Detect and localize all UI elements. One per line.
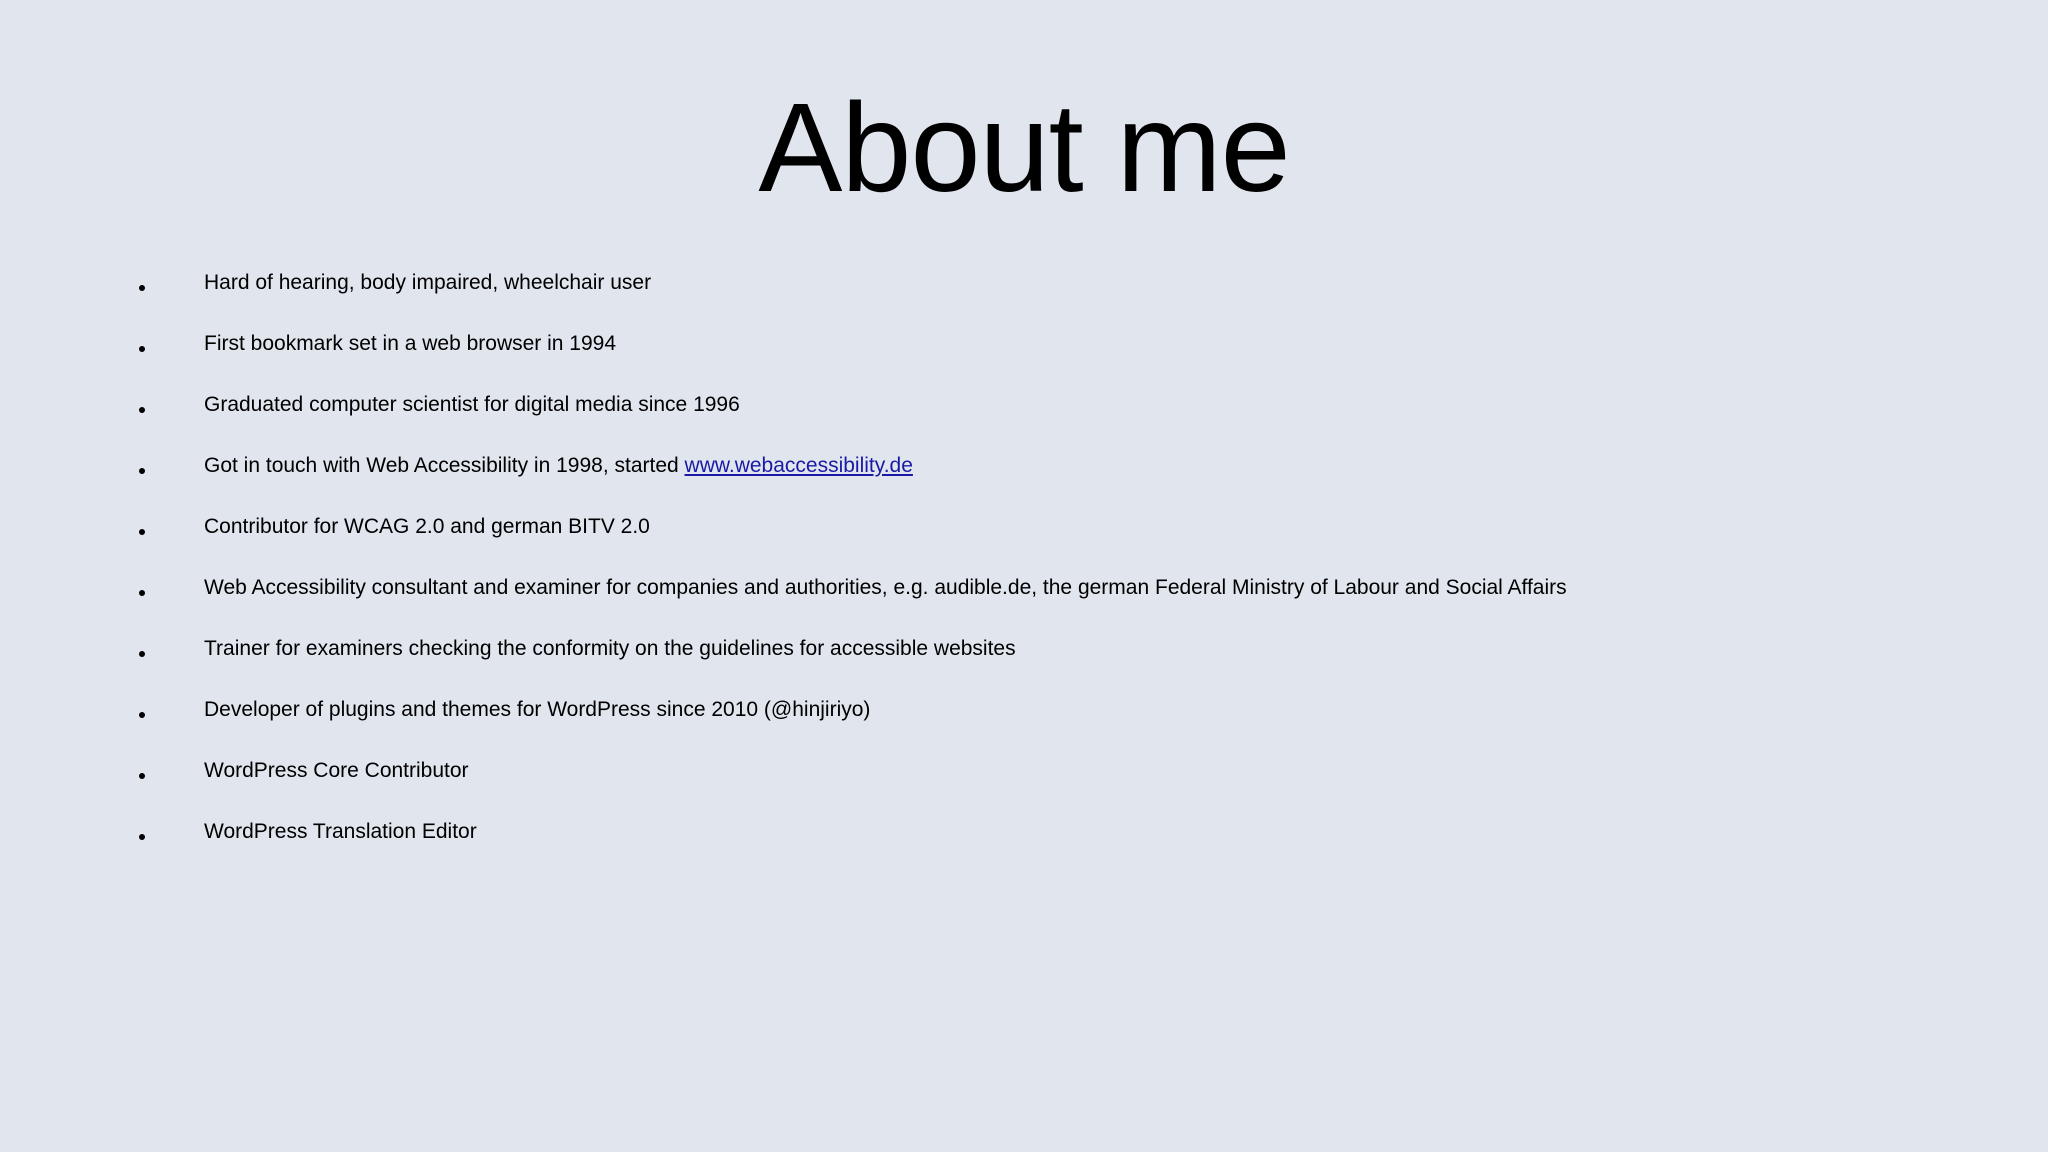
bullet-text: Hard of hearing, body impaired, wheelchair user <box>204 271 652 294</box>
bullet-text: Contributor for WCAG 2.0 and german BITV 2.0 <box>204 515 650 538</box>
bullet-text: WordPress Translation Editor <box>204 820 477 843</box>
bullet-icon <box>139 346 145 352</box>
bullet-icon <box>139 590 145 596</box>
bullet-text: First bookmark set in a web browser in 1994 <box>204 332 617 355</box>
bullet-icon <box>139 651 145 657</box>
bullet-icon <box>139 773 145 779</box>
bullet-text: Trainer for examiners checking the conformity on the guidelines for accessible websites <box>204 637 1016 660</box>
webaccessibility-link[interactable]: www.webaccessibility.de <box>684 454 913 477</box>
bullet-text: Developer of plugins and themes for WordPress since 2010 (@hinjiriyo) <box>204 698 871 721</box>
bullet-icon <box>139 529 145 535</box>
bullet-icon <box>139 285 145 291</box>
bullet-icon <box>139 468 145 474</box>
bullet-text: Got in touch with Web Accessibility in 1998, started <box>204 454 685 477</box>
bullet-icon <box>139 407 145 413</box>
bullet-icon <box>139 834 145 840</box>
bullet-text: WordPress Core Contributor <box>204 759 469 782</box>
bullet-icon <box>139 712 145 718</box>
bullet-text: Web Accessibility consultant and examiner for companies and authorities, e.g. audible.de, the german Federal Ministry of Labour and Social Affairs <box>204 576 1567 599</box>
bullet-text-with-link <box>204 444 913 488</box>
bullet-text: Graduated computer scientist for digital media since 1996 <box>204 393 740 416</box>
slide-title: About me <box>758 77 1290 218</box>
